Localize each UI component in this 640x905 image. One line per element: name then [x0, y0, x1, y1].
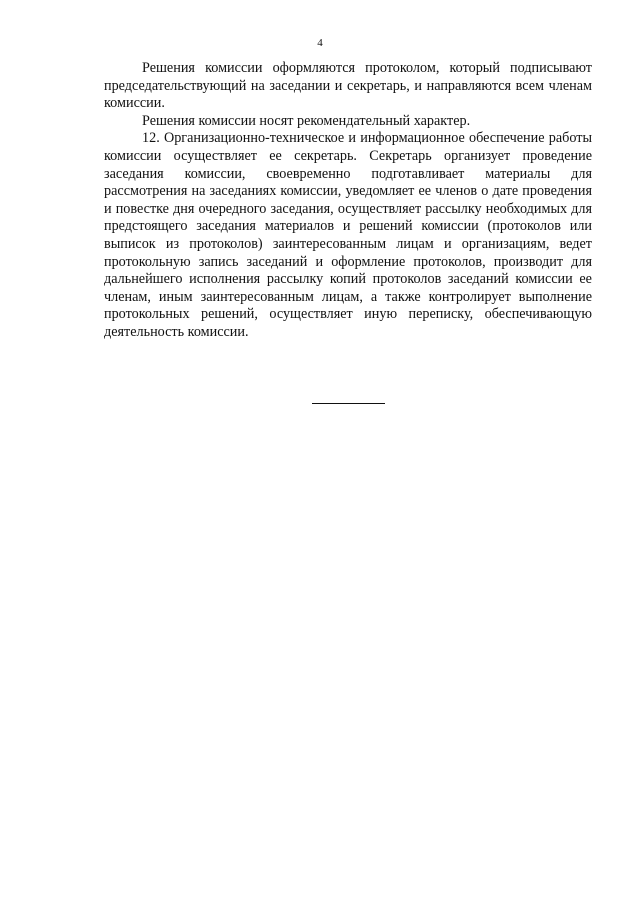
paragraph-recommendatory-nature: Решения комиссии носят рекомендательный характер. [142, 112, 471, 129]
paragraph-protocol-signing: Решения комиссии оформляются протоколом, который подписывают председательствующий на заседании и секретарь, и направляются всем членам комиссии. [104, 60, 592, 112]
page-number: 4 [317, 37, 323, 49]
end-divider-line [312, 403, 385, 404]
document-body [104, 60, 592, 342]
paragraph-secretary-duties: 12. Организационно-техническое и информационное обеспечение работы комиссии осуществляет ее секретарь. Секретарь организует проведение заседания комиссии, своевременно подготавливает материалы для рассмотрения на заседаниях комиссии, уведомляет ее членов о дате проведения и повестке дня очередного заседания, осуществляет рассылку необходимых для предстоящего заседания материалов и решений комиссии (протоколов или выписок из протоколов) заинтересованным лицам и организациям, ведет протокольную запись заседаний и оформление протоколов, производит для дальнейшего исполнения рассылку копий протоколов заседаний комиссии ее членам, иным заинтересованным лицам, а также контролирует выполнение протокольных решений, осуществляет иную переписку, обеспечивающую деятельность комиссии. [104, 130, 592, 340]
